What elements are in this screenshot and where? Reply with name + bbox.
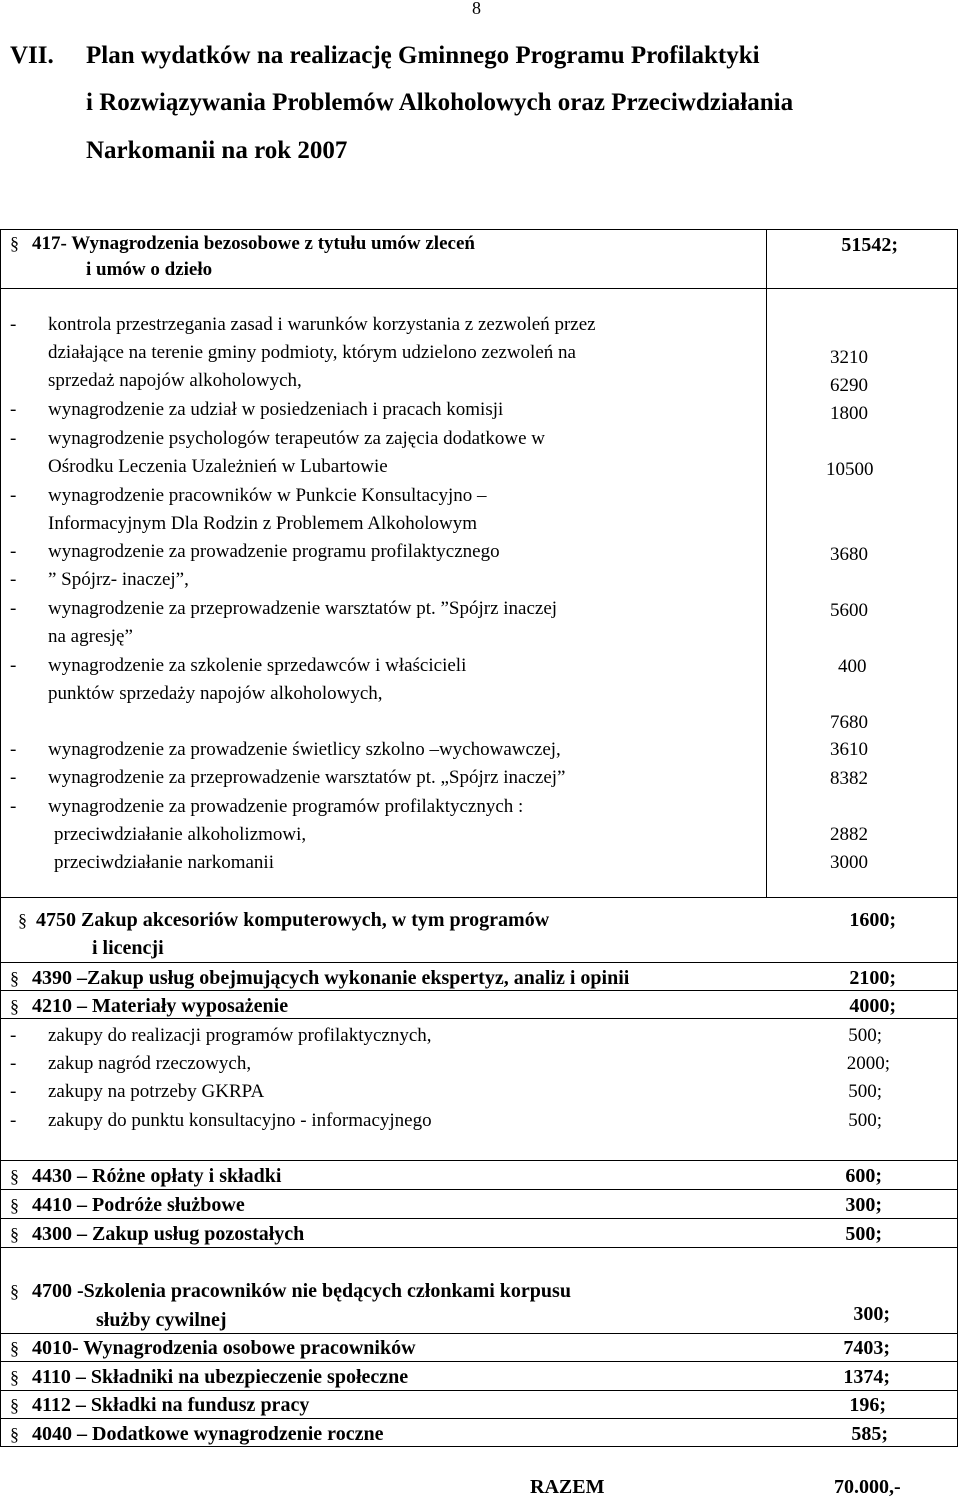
section-marker: § <box>10 1424 19 1444</box>
page-number: 8 <box>472 0 481 18</box>
s4040-label: 4040 – Dodatkowe wynagrodzenie roczne <box>32 1423 384 1445</box>
item-dash: - <box>10 1025 17 1046</box>
amount-value: 1800 <box>830 403 868 424</box>
s4210-label: 4210 – Materiały wyposażenie <box>32 995 289 1017</box>
item-a-line2: działające na terenie gminy podmioty, którym udzielono zezwoleń na <box>48 342 576 363</box>
s4210-item-amount: 2000; <box>846 1053 890 1074</box>
item-a-line1: kontrola przestrzegania zasad i warunków korzystania z zezwoleń przez <box>48 314 596 335</box>
s4750-amount: 1600; <box>849 909 896 931</box>
title-line-3: Narkomanii na rok 2007 <box>86 137 348 164</box>
row-divider <box>0 1333 958 1334</box>
section-marker: § <box>10 1281 19 1301</box>
item-dash: - <box>10 314 17 335</box>
row-divider <box>0 962 958 963</box>
item-i-line1: wynagrodzenie za prowadzenie świetlicy szkolno –wychowawczej, <box>48 739 561 760</box>
row-divider <box>0 1218 958 1219</box>
item-dash: - <box>10 1081 17 1102</box>
item-j-line1: wynagrodzenie za przeprowadzenie warsztatów pt. „Spójrz inaczej” <box>48 767 566 788</box>
s4112-amount: 196; <box>849 1394 886 1416</box>
s4300-label: 4300 – Zakup usług pozostałych <box>32 1223 305 1245</box>
item-d-line1: wynagrodzenie pracowników w Punkcie Konsultacyjno – <box>48 485 487 506</box>
title-line-2: i Rozwiązywania Problemów Alkoholowych oraz Przeciwdziałania <box>86 89 794 116</box>
table-top-border <box>0 229 958 230</box>
item-dash: - <box>10 485 17 506</box>
s4700-amount: 300; <box>853 1303 890 1325</box>
item-f-line1: ” Spójrz- inaczej”, <box>48 569 189 590</box>
s4430-amount: 600; <box>845 1165 882 1187</box>
total-amount: 70.000,- <box>834 1476 901 1498</box>
amount-value: 3210 <box>830 347 868 368</box>
s417-line2: i umów o dzieło <box>86 259 213 280</box>
s4750-line2: i licencji <box>92 937 164 959</box>
item-d-line2: Informacyjnym Dla Rodzin z Problemem Alkoholowym <box>48 513 478 534</box>
item-k-line3: przeciwdziałanie narkomanii <box>54 852 274 873</box>
s4210-item-label: zakupy do realizacji programów profilaktycznych, <box>48 1025 432 1046</box>
column-divider <box>766 229 767 898</box>
table-bottom-border <box>0 1446 958 1447</box>
amount-value: 3000 <box>830 852 868 873</box>
table-left-border <box>0 229 1 1447</box>
total-label: RAZEM <box>530 1476 605 1498</box>
section-marker: § <box>10 1395 19 1415</box>
section-marker: § <box>10 1367 19 1387</box>
item-dash: - <box>10 541 17 562</box>
amount-value: 7680 <box>830 712 868 733</box>
amount-value: 400 <box>838 656 867 677</box>
item-c-line1: wynagrodzenie psychologów terapeutów za zajęcia dodatkowe w <box>48 428 545 449</box>
item-dash: - <box>10 598 17 619</box>
s4410-amount: 300; <box>845 1194 882 1216</box>
item-k-line1: wynagrodzenie za prowadzenie programów profilaktycznych : <box>48 796 524 817</box>
s4300-amount: 500; <box>845 1223 882 1245</box>
item-b-line1: wynagrodzenie za udział w posiedzeniach i pracach komisji <box>48 399 504 420</box>
s417-line1: 417- Wynagrodzenia bezosobowe z tytułu umów zleceń <box>32 233 475 254</box>
amount-value: 8382 <box>830 768 868 789</box>
s4210-item-amount: 500; <box>848 1110 882 1131</box>
item-dash: - <box>10 1053 17 1074</box>
row-divider <box>0 1018 958 1019</box>
item-e-line1: wynagrodzenie za prowadzenie programu profilaktycznego <box>48 541 500 562</box>
item-h-line1: wynagrodzenie za szkolenie sprzedawców i właścicieli <box>48 655 467 676</box>
s417-amount: 51542; <box>841 234 898 256</box>
table-right-border <box>957 229 958 1447</box>
s4010-label: 4010- Wynagrodzenia osobowe pracowników <box>32 1337 416 1359</box>
section-marker: § <box>18 910 27 930</box>
item-dash: - <box>10 655 17 676</box>
section-marker: § <box>10 1166 19 1186</box>
amount-value: 3680 <box>830 544 868 565</box>
section-marker: § <box>10 996 19 1016</box>
s4700-line1: 4700 -Szkolenia pracowników nie będących członkami korpusu <box>32 1280 571 1302</box>
row-divider <box>0 1418 958 1419</box>
s4700-line2: służby cywilnej <box>96 1309 227 1331</box>
row-divider <box>0 1160 958 1161</box>
item-dash: - <box>10 399 17 420</box>
s4410-label: 4410 – Podróże służbowe <box>32 1194 245 1216</box>
row-divider <box>0 1361 958 1362</box>
s4210-amount: 4000; <box>849 995 896 1017</box>
s4112-label: 4112 – Składki na fundusz pracy <box>32 1394 310 1416</box>
s4210-item-label: zakup nagród rzeczowych, <box>48 1053 252 1074</box>
section-marker: § <box>10 1195 19 1215</box>
item-c-line2: Ośrodku Leczenia Uzależnień w Lubartowie <box>48 456 388 477</box>
amount-value: 6290 <box>830 375 868 396</box>
s4390-amount: 2100; <box>849 967 896 989</box>
section-marker: § <box>10 1224 19 1244</box>
s4430-label: 4430 – Różne opłaty i składki <box>32 1165 282 1187</box>
item-dash: - <box>10 796 17 817</box>
section-marker: § <box>10 1338 19 1358</box>
item-k-line2: przeciwdziałanie alkoholizmowi, <box>54 824 307 845</box>
row-divider <box>0 1390 958 1391</box>
amount-value: 2882 <box>830 824 868 845</box>
title-line-1: Plan wydatków na realizację Gminnego Programu Profilaktyki <box>86 42 760 69</box>
item-dash: - <box>10 1110 17 1131</box>
section-marker: § <box>10 233 19 253</box>
item-dash: - <box>10 569 17 590</box>
item-a-line3: sprzedaż napojów alkoholowych, <box>48 370 302 391</box>
s4210-item-label: zakupy do punktu konsultacyjno - informacyjnego <box>48 1110 432 1131</box>
amount-value: 3610 <box>830 739 868 760</box>
s4110-label: 4110 – Składniki na ubezpieczenie społeczne <box>32 1366 409 1388</box>
row-divider <box>0 990 958 991</box>
s4210-item-label: zakupy na potrzeby GKRPA <box>48 1081 265 1102</box>
item-g-line1: wynagrodzenie za przeprowadzenie warsztatów pt. ”Spójrz inaczej <box>48 598 558 619</box>
s4750-line1: 4750 Zakup akcesoriów komputerowych, w tym programów <box>36 909 550 931</box>
row-divider-417 <box>0 288 958 289</box>
s4040-amount: 585; <box>851 1423 888 1445</box>
s4110-amount: 1374; <box>843 1366 890 1388</box>
item-dash: - <box>10 767 17 788</box>
row-divider-items <box>0 897 958 898</box>
item-g-line2: na agresję” <box>48 626 133 647</box>
s4390-label: 4390 –Zakup usług obejmujących wykonanie ekspertyz, analiz i opinii <box>32 967 630 989</box>
s4010-amount: 7403; <box>843 1337 890 1359</box>
s4210-item-amount: 500; <box>848 1081 882 1102</box>
row-divider <box>0 1247 958 1248</box>
s4210-item-amount: 500; <box>848 1025 882 1046</box>
item-h-line2: punktów sprzedaży napojów alkoholowych, <box>48 683 383 704</box>
amount-value: 10500 <box>826 459 874 480</box>
section-marker: § <box>10 968 19 988</box>
amount-value: 5600 <box>830 600 868 621</box>
item-dash: - <box>10 739 17 760</box>
row-divider <box>0 1189 958 1190</box>
title-roman: VII. <box>10 42 54 69</box>
item-dash: - <box>10 428 17 449</box>
